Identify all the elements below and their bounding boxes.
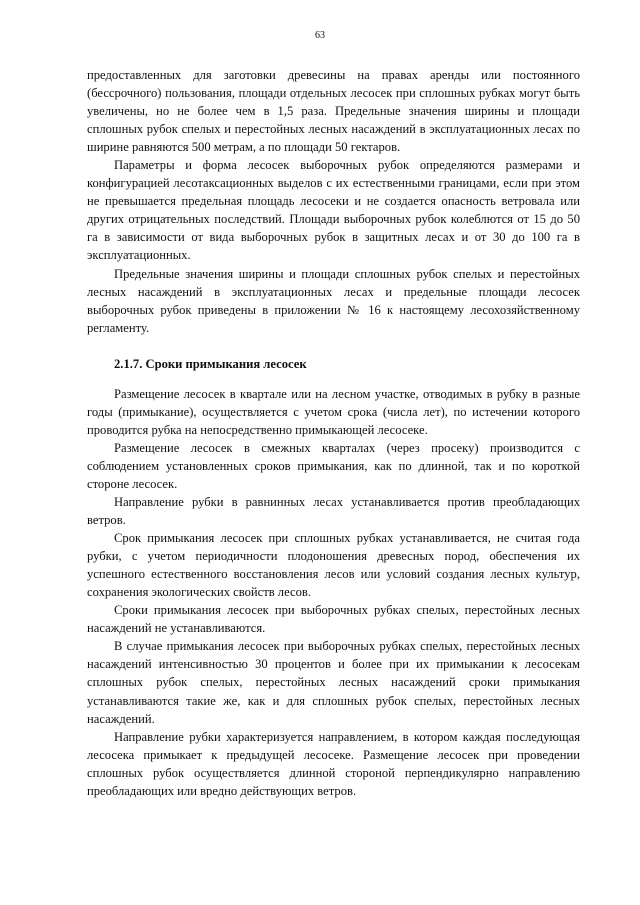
- paragraph-selective-no-term: Сроки примыкания лесосек при выборочных рубках спелых, перестойных лесных насаждений не устанавливаются.: [87, 603, 580, 636]
- section-heading: 2.1.7. Сроки примыкания лесосек: [114, 356, 307, 371]
- page-body: [87, 66, 580, 800]
- paragraph-continuation: предоставленных для заготовки древесины на правах аренды или постоянного (бессрочного) пользования, площади отдельных лесосек при сплошных рубках могут быть увеличены, но не более чем в 1,5 раза. Предельные значения ширины и площади сплошных рубок спелых и перестойных лесных насаждений в эксплуатационных лесах по ширине равняются 500 метрам, а по площади 50 гектаров.: [87, 68, 580, 155]
- paragraph-limit-values: Предельные значения ширины и площади сплошных рубок спелых и перестойных лесных насаждений в эксплуатационных лесах и предельные площади лесосек выборочных рубок приведены в приложении № 16 к настоящему лесохозяйственному регламенту.: [87, 266, 580, 335]
- paragraph-intensive-selective: В случае примыкания лесосек при выборочных рубках спелых, перестойных лесных насаждений интенсивностью 30 процентов и более при их примыкании к лесосекам сплошных рубок спелых, перестойных лесных насаждений сроки примыкания устанавливаются такие же, как и для сплошных рубок спелых, перестойных лесных насаждений.: [87, 639, 580, 726]
- paragraph-placement-in-quarter: Размещение лесосек в квартале или на лесном участке, отводимых в рубку в разные годы (примыкание), осуществляется с учетом срока (числа лет), по истечении которого проводится рубка на непосредственно примыкающей лесосеке.: [87, 386, 580, 437]
- paragraph-adjacent-quarters: Размещение лесосек в смежных кварталах (через просеку) производится с соблюдением установленных сроков примыкания, как по длинной, так и по короткой стороне лесосек.: [87, 440, 580, 491]
- paragraph-selective-cutting-parameters: Параметры и форма лесосек выборочных рубок определяются размерами и конфигурацией лесотаксационных выделов с их естественными границами, если при этом не превышается предельная площадь лесосеки и не создается опасность ветровала или других отрицательных последствий. Площади выборочных рубок колеблются от 15 до 50 га в зависимости от вида выборочных рубок в защитных лесах и от 30 до 100 га в эксплуатационных.: [87, 158, 580, 263]
- paragraph-cutting-direction-definition: Направление рубки характеризуется направлением, в котором каждая последующая лесосека примыкает к предыдущей лесосеке. Размещение лесосек при проведении сплошных рубок осуществляется длинной стороной перпендикулярно направлению преобладающих или вредно действующих ветров.: [87, 729, 580, 798]
- paragraph-clear-cutting-term: Срок примыкания лесосек при сплошных рубках устанавливается, не считая года рубки, с учетом периодичности плодоношения древесных пород, обеспечения их успешного естественного восстановления лесов или условий создания лесных культур, сохранения экологических свойств лесов.: [87, 531, 580, 600]
- page-number: 63: [315, 30, 325, 41]
- paragraph-cutting-direction-wind: Направление рубки в равнинных лесах устанавливается против преобладающих ветров.: [87, 494, 580, 528]
